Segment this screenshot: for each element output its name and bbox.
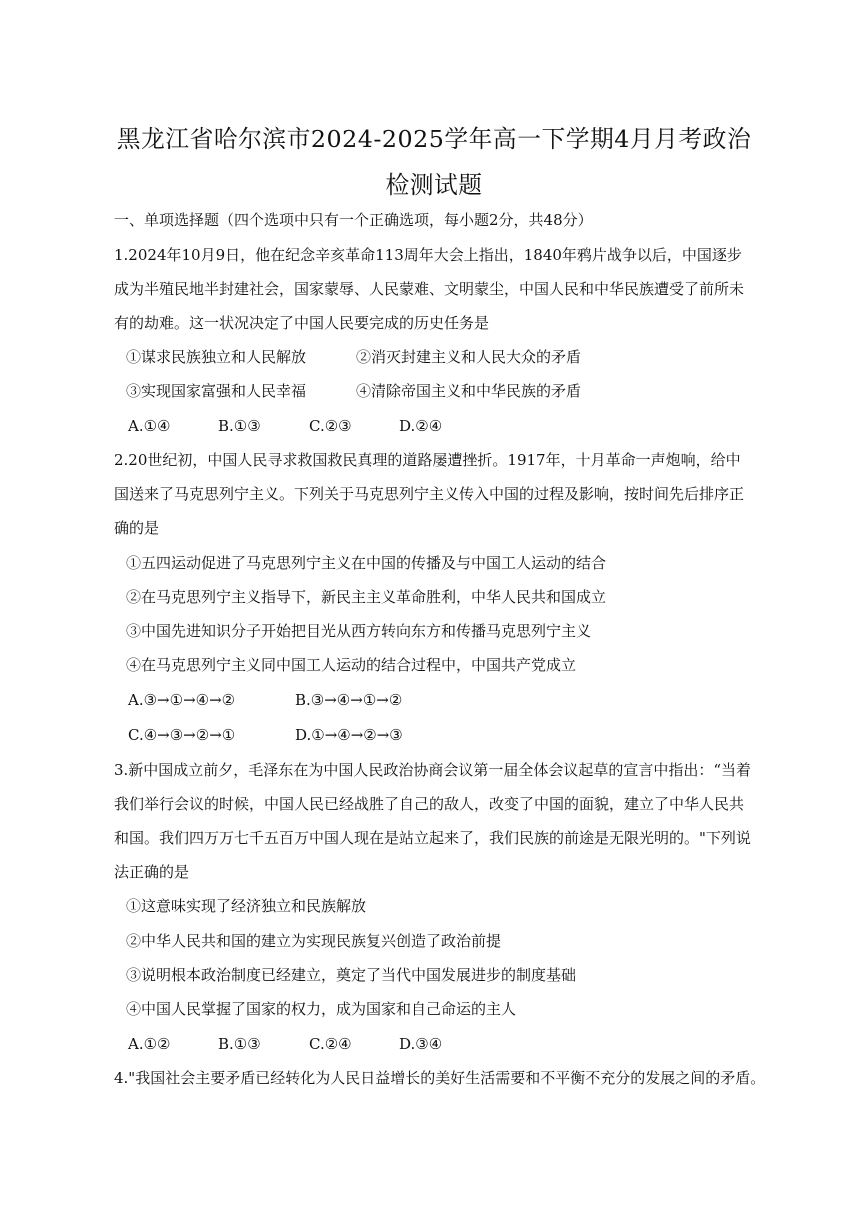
q1-choice-d: D.②④ <box>399 417 443 435</box>
q3-stem-line: 和国。我们四万万七千五百万中国人现在是站立起来了，我们民族的前途是无限光明的。"下列说 <box>114 829 751 847</box>
q1-stem-line: 1.2024年10月9日，他在纪念辛亥革命113周年大会上指出，1840年鸦片战争以后，中国逐步 <box>114 246 742 264</box>
q2-item: ①五四运动促进了马克思列宁主义在中国的传播及与中国工人运动的结合 <box>126 554 607 572</box>
q1-choice-b: B.①③ <box>218 417 261 435</box>
q2-choice-a: A.③→①→④→② <box>128 691 236 709</box>
q3-choice-b: B.①③ <box>218 1035 261 1053</box>
q3-item: ①这意味实现了经济独立和民族解放 <box>126 897 367 915</box>
q1-item: ④清除帝国主义和中华民族的矛盾 <box>356 382 582 400</box>
q2-item: ③中国先进知识分子开始把目光从西方转向东方和传播马克思列宁主义 <box>126 622 592 640</box>
q3-choice-d: D.③④ <box>399 1035 443 1053</box>
q4-stem-line: 4."我国社会主要矛盾已经转化为人民日益增长的美好生活需要和不平衡不充分的发展之间的矛盾。 <box>114 1069 766 1087</box>
q2-stem-line: 确的是 <box>114 519 160 537</box>
q2-stem-line: 国送来了马克思列宁主义。下列关于马克思列宁主义传入中国的过程及影响，按时间先后排序正 <box>114 485 745 503</box>
q3-stem-line: 我们举行会议的时候，中国人民已经战胜了自己的敌人，改变了中国的面貌，建立了中华人民共 <box>114 795 745 813</box>
exam-title-line-1: 黑龙江省哈尔滨市2024-2025学年高一下学期4月月考政治 <box>116 125 752 153</box>
section-header: 一、单项选择题（四个选项中只有一个正确选项，每小题2分，共48分） <box>114 211 593 229</box>
q3-stem-line: 3.新中国成立前夕，毛泽东在为中国人民政治协商会议第一届全体会议起草的宣言中指出：“当着 <box>114 761 751 779</box>
q2-item: ②在马克思列宁主义指导下，新民主主义革命胜利，中华人民共和国成立 <box>126 588 607 606</box>
q1-stem-line: 有的劫难。这一状况决定了中国人民要完成的历史任务是 <box>114 314 490 332</box>
q2-stem-line: 2.20世纪初，中国人民寻求救国救民真理的道路屡遭挫折。1917年，十月革命一声炮响，给中 <box>114 451 741 469</box>
q1-stem-line: 成为半殖民地半封建社会，国家蒙辱、人民蒙难、文明蒙尘，中国人民和中华民族遭受了前所未 <box>114 280 745 298</box>
q1-item: ①谋求民族独立和人民解放 <box>126 348 307 366</box>
q1-item: ②消灭封建主义和人民大众的矛盾 <box>356 348 582 366</box>
q1-choice-a: A.①④ <box>128 417 171 435</box>
q3-stem-line: 法正确的是 <box>114 863 190 881</box>
q2-choice-b: B.③→④→①→② <box>295 691 403 709</box>
q3-choice-a: A.①② <box>128 1035 171 1053</box>
q2-item: ④在马克思列宁主义同中国工人运动的结合过程中，中国共产党成立 <box>126 656 577 674</box>
q1-choice-c: C.②③ <box>309 417 352 435</box>
q3-item: ②中华人民共和国的建立为实现民族复兴创造了政治前提 <box>126 932 502 950</box>
q3-item: ③说明根本政治制度已经建立，奠定了当代中国发展进步的制度基础 <box>126 966 577 984</box>
q2-choice-d: D.①→④→②→③ <box>295 726 403 744</box>
q1-item: ③实现国家富强和人民幸福 <box>126 382 307 400</box>
exam-title-line-2: 检测试题 <box>385 171 483 199</box>
q2-choice-c: C.④→③→②→① <box>128 726 236 744</box>
q3-item: ④中国人民掌握了国家的权力，成为国家和自己命运的主人 <box>126 1000 517 1018</box>
q3-choice-c: C.②④ <box>309 1035 352 1053</box>
